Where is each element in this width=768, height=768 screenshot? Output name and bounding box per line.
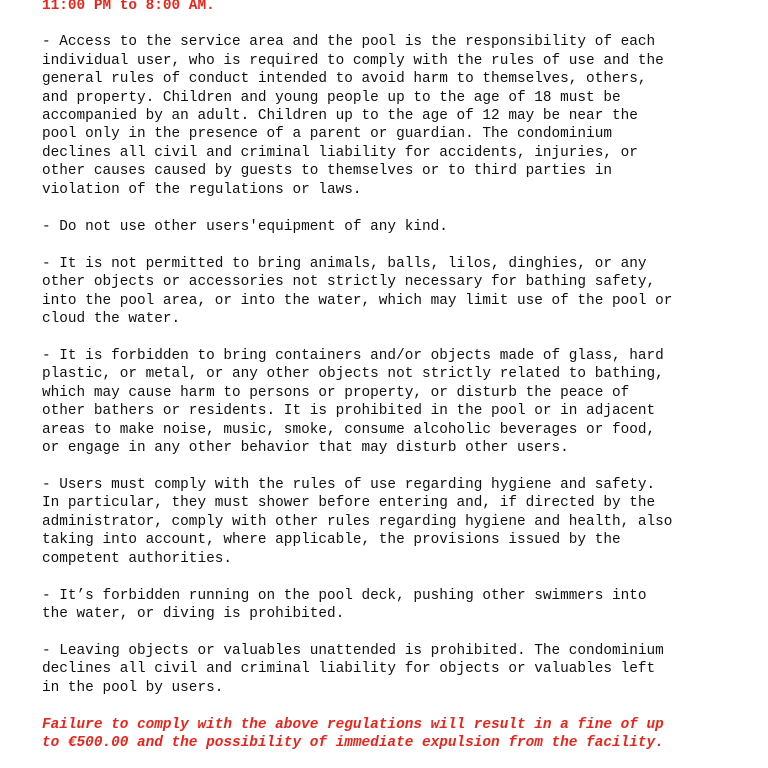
rule-4-line-5: areas to make noise, music, smoke, consume alcoholic beverages or food, [42, 422, 656, 438]
rule-6-line-2: the water, or diving is prohibited. [42, 606, 345, 622]
rule-6-line-1: - It’s forbidden running on the pool deck, pushing other swimmers into [42, 588, 647, 604]
rule-1-line-2: individual user, who is required to comply with the rules of use and the [42, 53, 664, 69]
rule-4-line-3: which may cause harm to persons or property, or disturb the peace of [42, 385, 630, 401]
rule-1-line-4: and property. Children and young people up to the age of 18 must be [42, 90, 621, 106]
rule-4-line-1: - It is forbidden to bring containers and/or objects made of glass, hard [42, 348, 664, 364]
rule-1-line-1: - Access to the service area and the pool is the responsibility of each [42, 34, 656, 50]
header-fragment: 11:00 PM to 8:00 AM. [42, 0, 215, 14]
rule-3-line-1: - It is not permitted to bring animals, balls, lilos, dinghies, or any [42, 256, 647, 272]
rule-1-line-3: general rules of conduct intended to avoid harm to themselves, others, [42, 71, 647, 87]
rule-5-line-5: competent authorities. [42, 551, 232, 567]
rule-1-line-9: violation of the regulations or laws. [42, 182, 362, 198]
rule-1-line-7: declines all civil and criminal liability for accidents, injuries, or [42, 145, 638, 161]
rule-3-line-3: into the pool area, or into the water, which may limit use of the pool or [42, 293, 673, 309]
rule-7-line-2: declines all civil and criminal liability for objects or valuables left [42, 661, 656, 677]
rule-4-line-6: or engage in any other behavior that may disturb other users. [42, 440, 569, 456]
rule-7-line-3: in the pool by users. [42, 680, 224, 696]
warning-line-2: to €500.00 and the possibility of immediate expulsion from the facility. [42, 735, 664, 751]
rule-3-line-2: other objects or accessories not strictly necessary for bathing safety, [42, 274, 656, 290]
rule-5-line-4: taking into account, where applicable, the provisions issued by the [42, 532, 621, 548]
rule-5-line-2: In particular, they must shower before entering and, if directed by the [42, 495, 656, 511]
rule-5-line-1: - Users must comply with the rules of use regarding hygiene and safety. [42, 477, 656, 493]
rule-3-line-4: cloud the water. [42, 311, 181, 327]
rule-7-line-1: - Leaving objects or valuables unattended is prohibited. The condominium [42, 643, 664, 659]
warning-line-1: Failure to comply with the above regulations will result in a fine of up [42, 717, 664, 733]
rule-1-line-6: pool only in the presence of a parent or guardian. The condominium [42, 126, 612, 142]
rule-5-line-3: administrator, comply with other rules regarding hygiene and health, also [42, 514, 673, 530]
rule-4-line-4: other bathers or residents. It is prohibited in the pool or in adjacent [42, 403, 656, 419]
rule-4-line-2: plastic, or metal, or any other objects not strictly related to bathing, [42, 366, 664, 382]
rule-2-line-1: - Do not use other users'equipment of any kind. [42, 219, 448, 235]
rule-1-line-8: other causes caused by guests to themselves or to third parties in [42, 163, 612, 179]
rule-1-line-5: accompanied by an adult. Children up to the age of 12 may be near the [42, 108, 638, 124]
